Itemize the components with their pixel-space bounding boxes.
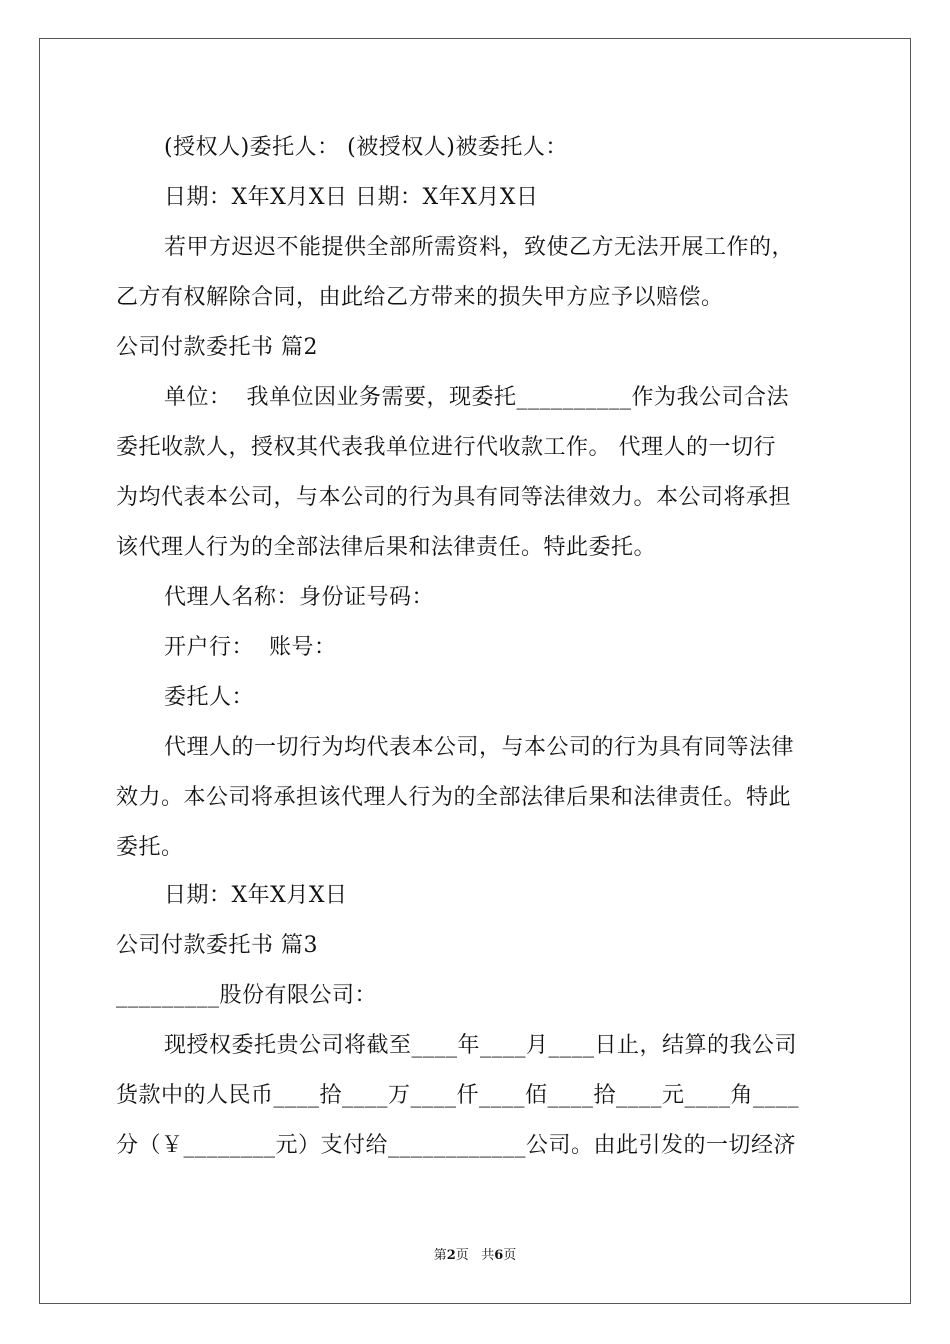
paragraph-line: 效力。本公司将承担该代理人行为的全部法律后果和法律责任。特此	[116, 785, 792, 810]
paragraph-line: 若甲方迟迟不能提供全部所需资料，致使乙方无法开展工作的，	[164, 235, 795, 260]
page-border	[39, 38, 911, 1304]
paragraph-line: 委托收款人，授权其代表我单位进行代收款工作。 代理人的一切行	[116, 435, 776, 460]
paragraph-line: 货款中的人民币____拾____万____仟____佰____拾____元____角____	[116, 1083, 800, 1108]
date-line: 日期：X年X月X日	[164, 883, 348, 908]
footer-prefix: 第	[433, 1248, 447, 1263]
paragraph-line: 该代理人行为的全部法律后果和法律责任。特此委托。	[116, 535, 657, 560]
agent-name-line: 代理人名称：身份证号码：	[164, 585, 435, 610]
paragraph-line: 单位： 我单位因业务需要，现委托__________作为我公司合法	[164, 385, 789, 410]
paragraph-line: 代理人的一切行为均代表本公司，与本公司的行为具有同等法律	[164, 735, 795, 760]
total-pages-number: 6	[494, 1248, 504, 1263]
paragraph-line: 现授权委托贵公司将截至____年____月____日止，结算的我公司	[164, 1033, 798, 1058]
date-line: 日期：X年X月X日 日期：X年X月X日	[164, 185, 539, 210]
section-heading-3: 公司付款委托书 篇3	[116, 933, 318, 958]
footer-suffix: 页	[503, 1248, 517, 1263]
paragraph-line: 乙方有权解除合同，由此给乙方带来的损失甲方应予以赔偿。	[116, 285, 724, 310]
paragraph-line: 为均代表本公司，与本公司的行为具有同等法律效力。本公司将承担	[116, 485, 792, 510]
page-footer	[0, 1247, 950, 1265]
paragraph-line: 分（￥________元）支付给____________公司。由此引发的一切经济	[116, 1133, 797, 1158]
principal-line: 委托人：	[164, 685, 255, 710]
section-heading-2: 公司付款委托书 篇2	[116, 335, 318, 360]
signature-parties-line: (授权人)委托人： (被授权人)被委托人：	[164, 135, 568, 160]
paragraph-line: 委托。	[116, 835, 184, 860]
bank-account-line: 开户行： 账号：	[164, 635, 337, 660]
footer-middle: 页 共	[455, 1248, 495, 1263]
addressee-line: _________股份有限公司：	[116, 983, 378, 1008]
current-page-number: 2	[446, 1248, 456, 1263]
